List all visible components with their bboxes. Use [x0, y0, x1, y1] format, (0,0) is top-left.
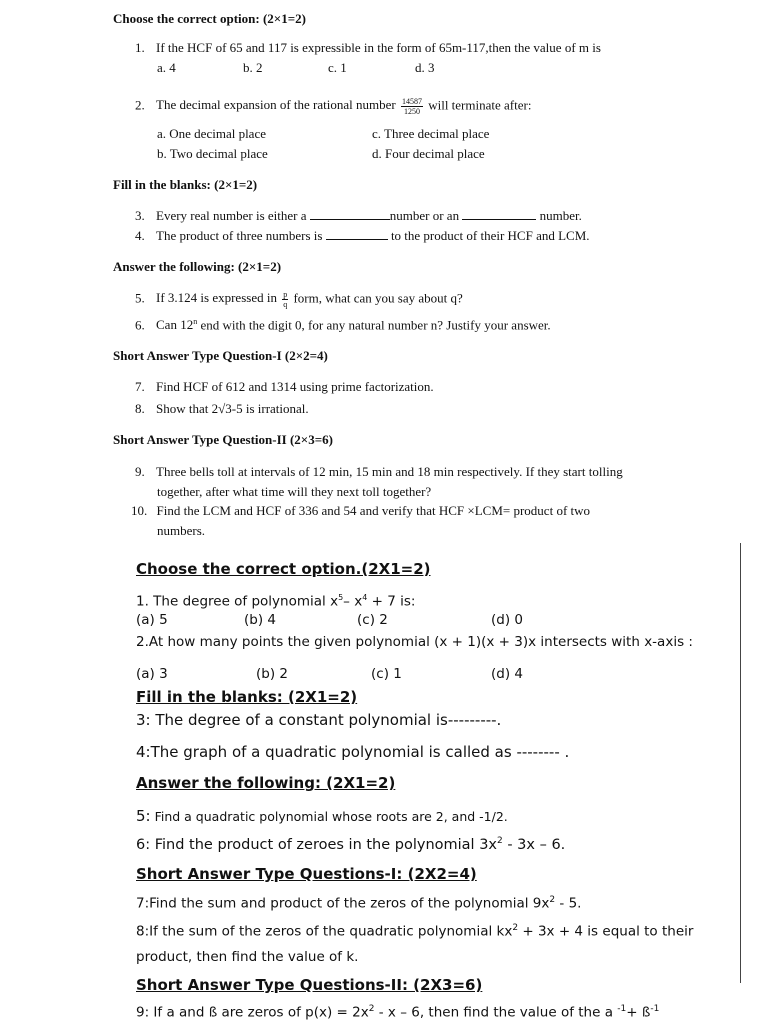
question-text: If 3.124 is expressed in: [156, 290, 277, 306]
exponent: 4: [362, 593, 368, 602]
question-text-end: end with the digit 0, for any natural number n? Justify your answer.: [197, 317, 551, 333]
question-text: The product of three numbers is: [156, 228, 323, 243]
question-text-end: - 5.: [555, 895, 582, 912]
margin-line: [740, 543, 741, 983]
question-text-end: + 7 is:: [367, 593, 416, 610]
p2-q1-option-b: (b) 4: [244, 612, 276, 628]
question-text: 1. The degree of polynomial x: [136, 593, 339, 610]
question-text-end: form, what can you say about q?: [293, 290, 463, 306]
polynomial-question-1: [136, 593, 415, 610]
question-number: 5.: [135, 290, 145, 306]
exponent: 5: [338, 593, 344, 602]
question-text-end: number.: [539, 208, 582, 223]
question-10: [131, 503, 590, 519]
question-5: [135, 290, 463, 309]
question-text: Can 12: [156, 317, 194, 333]
exponent: -1: [650, 1004, 660, 1014]
exponent: -1: [617, 1004, 627, 1014]
mcq-heading: Choose the correct option: (2×1=2): [113, 11, 306, 26]
q1-option-d: d. 3: [415, 60, 435, 75]
question-text-mid: + ß: [626, 1004, 651, 1021]
fraction-denominator: 1250: [403, 107, 420, 116]
polynomial-question-5: [136, 806, 508, 825]
question-text: 7:Find the sum and product of the zeros of the polynomial 9x: [136, 895, 550, 912]
q2-option-d: d. Four decimal place: [372, 146, 485, 161]
fraction-numerator: p: [283, 290, 288, 299]
answer-heading: Answer the following: (2×1=2): [113, 259, 282, 274]
polynomial-question-3: 3: The degree of a constant polynomial is---------.: [136, 711, 502, 729]
question-text-mid: – x: [343, 593, 363, 610]
answer-blank: [310, 209, 390, 220]
fraction-denominator: q: [283, 300, 288, 309]
question-7: [135, 379, 434, 395]
question-number: 10.: [131, 503, 148, 518]
question-number: 5:: [136, 807, 151, 825]
short-answer-2-heading-2: Short Answer Type Questions-II: (2X3=6): [136, 976, 483, 994]
question-number: 4.: [135, 228, 145, 243]
question-4: [135, 228, 590, 244]
question-text: Find the LCM and HCF of 336 and 54 and verify that HCF ×LCM= product of two: [156, 503, 591, 518]
question-text: Show that 2√3-5 is irrational.: [156, 401, 309, 416]
question-text: 6: Find the product of zeroes in the polynomial 3x: [136, 836, 497, 853]
question-text-end: to the product of their HCF and LCM.: [390, 228, 590, 243]
q1-option-a: a. 4: [157, 60, 176, 75]
polynomial-question-4: 4:The graph of a quadratic polynomial is called as -------- .: [136, 743, 570, 761]
short-answer-2-heading: Short Answer Type Question-II (2×3=6): [113, 432, 333, 447]
question-text: 8:If the sum of the zeros of the quadratic polynomial kx: [136, 923, 513, 940]
question-number: 7.: [135, 379, 145, 394]
question-text: Three bells toll at intervals of 12 min, 15 min and 18 min respectively. If they start tolling: [156, 464, 623, 479]
question-number: 6.: [135, 317, 145, 333]
exponent: 2: [549, 895, 556, 905]
question-2: [135, 97, 531, 116]
q1-option-c: c. 1: [328, 60, 347, 75]
question-3: [135, 208, 582, 224]
question-text: The decimal expansion of the rational number: [156, 97, 396, 113]
question-number: 8.: [135, 401, 145, 416]
p2-q2-option-b: (b) 2: [256, 666, 288, 682]
polynomial-question-7: [136, 895, 581, 912]
exponent: n: [193, 317, 198, 326]
question-8: [135, 401, 309, 417]
fill-blanks-heading: Fill in the blanks: (2×1=2): [113, 177, 258, 192]
question-number: 2.: [135, 97, 145, 113]
short-answer-1-heading-2: Short Answer Type Questions-I: (2X2=4): [136, 865, 477, 883]
p2-q1-option-c: (c) 2: [357, 612, 388, 628]
question-number: 3.: [135, 208, 145, 223]
exponent: 2: [368, 1004, 375, 1014]
fraction: [401, 97, 423, 116]
question-9: [135, 464, 623, 480]
question-1: [135, 40, 601, 56]
question-6: [135, 317, 551, 333]
answer-blank: [462, 209, 536, 220]
question-number: 9.: [135, 464, 145, 479]
p2-q2-option-a: (a) 3: [136, 666, 168, 682]
question-9-line-2: together, after what time will they next toll together?: [157, 484, 432, 499]
exponent: 2: [497, 836, 503, 846]
question-10-line-2: numbers.: [157, 523, 206, 538]
p2-q2-option-d: (d) 4: [491, 666, 523, 682]
question-text-mid: - x – 6, then find the value of the a: [374, 1004, 618, 1021]
polynomial-question-2: 2.At how many points the given polynomial (x + 1)(x + 3)x intersects with x-axis :: [136, 634, 693, 650]
q2-option-c: c. Three decimal place: [372, 126, 490, 141]
answer-heading-2: Answer the following: (2X1=2): [136, 774, 396, 792]
p2-q2-option-c: (c) 1: [371, 666, 402, 682]
question-text: 9: If a and ß are zeros of p(x) = 2x: [136, 1004, 369, 1021]
exponent: 2: [512, 923, 519, 933]
q1-option-b: b. 2: [243, 60, 263, 75]
polynomial-question-6: [136, 836, 565, 853]
polynomial-question-9: [136, 1004, 659, 1021]
p2-q1-option-d: (d) 0: [491, 612, 523, 628]
polynomial-question-8: [136, 923, 693, 940]
question-text-end: will terminate after:: [428, 97, 532, 113]
question-text-mid: number or an: [389, 208, 460, 223]
question-text-mid: + 3x + 4 is equal to their: [518, 923, 694, 940]
mcq-heading-2: Choose the correct option.(2X1=2): [136, 560, 431, 578]
q2-option-b: b. Two decimal place: [157, 146, 268, 161]
question-text-end: - 3x – 6.: [502, 836, 566, 853]
question-text: Every real number is either a: [156, 208, 307, 223]
answer-blank: [326, 229, 388, 240]
fraction: [282, 290, 288, 309]
question-text: If the HCF of 65 and 117 is expressible in the form of 65m-117,then the value of m is: [156, 40, 601, 55]
p2-q1-option-a: (a) 5: [136, 612, 168, 628]
question-text: Find HCF of 612 and 1314 using prime factorization.: [156, 379, 434, 394]
fill-blanks-heading-2: Fill in the blanks: (2X1=2): [136, 688, 358, 706]
polynomial-question-8-line-2: product, then find the value of k.: [136, 949, 359, 965]
question-text: Find a quadratic polynomial whose roots are 2, and -1/2.: [150, 809, 508, 824]
q2-option-a: a. One decimal place: [157, 126, 266, 141]
short-answer-1-heading: Short Answer Type Question-I (2×2=4): [113, 348, 328, 363]
question-number: 1.: [135, 40, 145, 55]
fraction-numerator: 14587: [401, 97, 422, 106]
